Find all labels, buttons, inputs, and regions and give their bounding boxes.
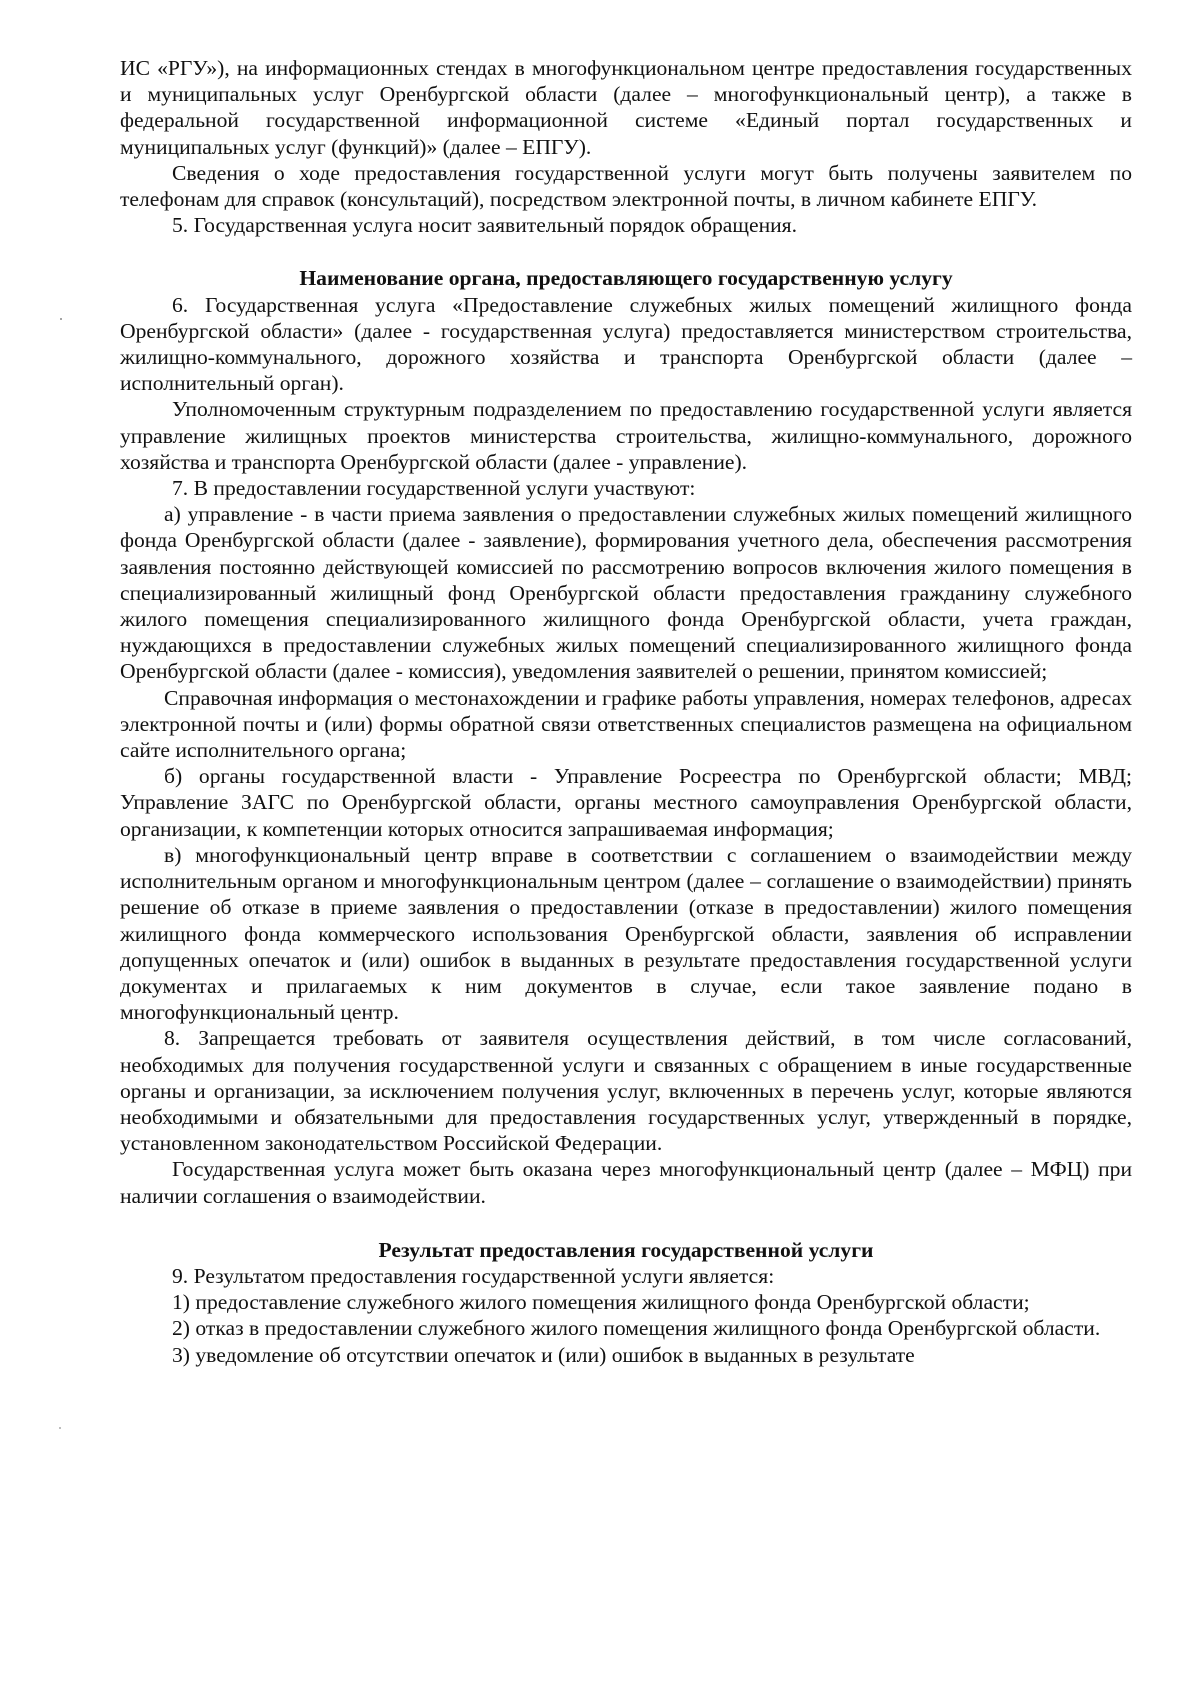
paragraph: 2) отказ в предоставлении служебного жилого помещения жилищного фонда Оренбургской области.: [172, 1316, 1101, 1341]
paragraph: а) управление - в части приема заявления о предоставлении служебных жилых помещений жилищного фонда Оренбургской области (далее - заявление), формирования учетного дела, обеспечения рассмотрения заявления постоянно действующей комиссией по рассмотрению вопросов включения жилого помещения в специализированный жилищный фонд Оренбургской области предоставления гражданину служебного жилого помещения специализированного жилищного фонда Оренбургской области, учета граждан, нуждающихся в предоставлении служебных жилых помещений специализированного жилищного фонда Оренбургской области (далее - комиссия), уведомления заявителей о решении, принятом комиссией;: [120, 502, 1132, 684]
scan-speck: [60, 318, 62, 320]
document-body: [120, 55, 1132, 1368]
paragraph: Справочная информация о местонахождении и графике работы управления, номерах телефонов, адресах электронной почты и (или) формы обратной связи ответственных специалистов размещена на официальном сайте исполнительного органа;: [120, 685, 1132, 763]
paragraph: ИС «РГУ»), на информационных стендах в многофункциональном центре предоставления государственных и муниципальных услуг Оренбургской области (далее – многофункциональный центр), а также в федеральной государственной информационной системе «Единый портал государственных и муниципальных услуг (функций)» (далее – ЕПГУ).: [120, 56, 1132, 159]
paragraph: Уполномоченным структурным подразделением по предоставлению государственной услуги является управление жилищных проектов министерства строительства, жилищно-коммунального, дорожного хозяйства и транспорта Оренбургской области (далее - управление).: [120, 397, 1132, 474]
paragraph: Сведения о ходе предоставления государственной услуги могут быть получены заявителем по телефонам для справок (консультаций), посредством электронной почты, в личном кабинете ЕПГУ.: [120, 160, 1132, 212]
paragraph: 6. Государственная услуга «Предоставление служебных жилых помещений жилищного фонда Оренбургской области» (далее - государственная услуга) предоставляется министерством строительства, жилищно-коммунального, дорожного хозяйства и транспорта Оренбургской области (далее – исполнительный орган).: [120, 292, 1132, 396]
paragraph: Государственная услуга может быть оказана через многофункциональный центр (далее – МФЦ) при наличии соглашения о взаимодействии.: [120, 1157, 1132, 1208]
scan-speck: [59, 1427, 61, 1429]
paragraph: 5. Государственная услуга носит заявительный порядок обращения.: [172, 213, 798, 238]
section-heading: Результат предоставления государственной услуги: [378, 1237, 874, 1262]
paragraph: 7. В предоставлении государственной услуги участвуют:: [172, 476, 696, 501]
paragraph: 1) предоставление служебного жилого помещения жилищного фонда Оренбургской области;: [172, 1290, 1030, 1315]
paragraph: б) органы государственной власти - Управление Росреестра по Оренбургской области; МВД; Управление ЗАГС по Оренбургской области, органы местного самоуправления Оренбургской области, организации, к компетенции которых относится запрашиваемая информация;: [120, 764, 1132, 841]
paragraph: 8. Запрещается требовать от заявителя осуществления действий, в том числе согласований, необходимых для получения государственной услуги и связанных с обращением в иные государственные органы и организации, за исключением получения услуг, включенных в перечень услуг, которые являются необходимыми и обязательными для предоставления государственных услуг, утвержденный в порядке, установленном законодательством Российской Федерации.: [120, 1026, 1132, 1156]
section-heading: Наименование органа, предоставляющего государственную услугу: [299, 266, 953, 291]
paragraph: 9. Результатом предоставления государственной услуги является:: [172, 1263, 775, 1288]
paragraph: 3) уведомление об отсутствии опечаток и (или) ошибок в выданных в результате: [172, 1342, 915, 1367]
paragraph: в) многофункциональный центр вправе в соответствии с соглашением о взаимодействии между исполнительным органом и многофункциональным центром (далее – соглашение о взаимодействии) принять решение об отказе в приеме заявления о предоставлении (отказе в предоставлении) жилого помещения жилищного фонда коммерческого использования Оренбургской области, заявления об исправлении допущенных опечаток и (или) ошибок в выданных в результате предоставления государственной услуги документах и прилагаемых к ним документов в случае, если такое заявление подано в многофункциональный центр.: [120, 842, 1132, 1025]
